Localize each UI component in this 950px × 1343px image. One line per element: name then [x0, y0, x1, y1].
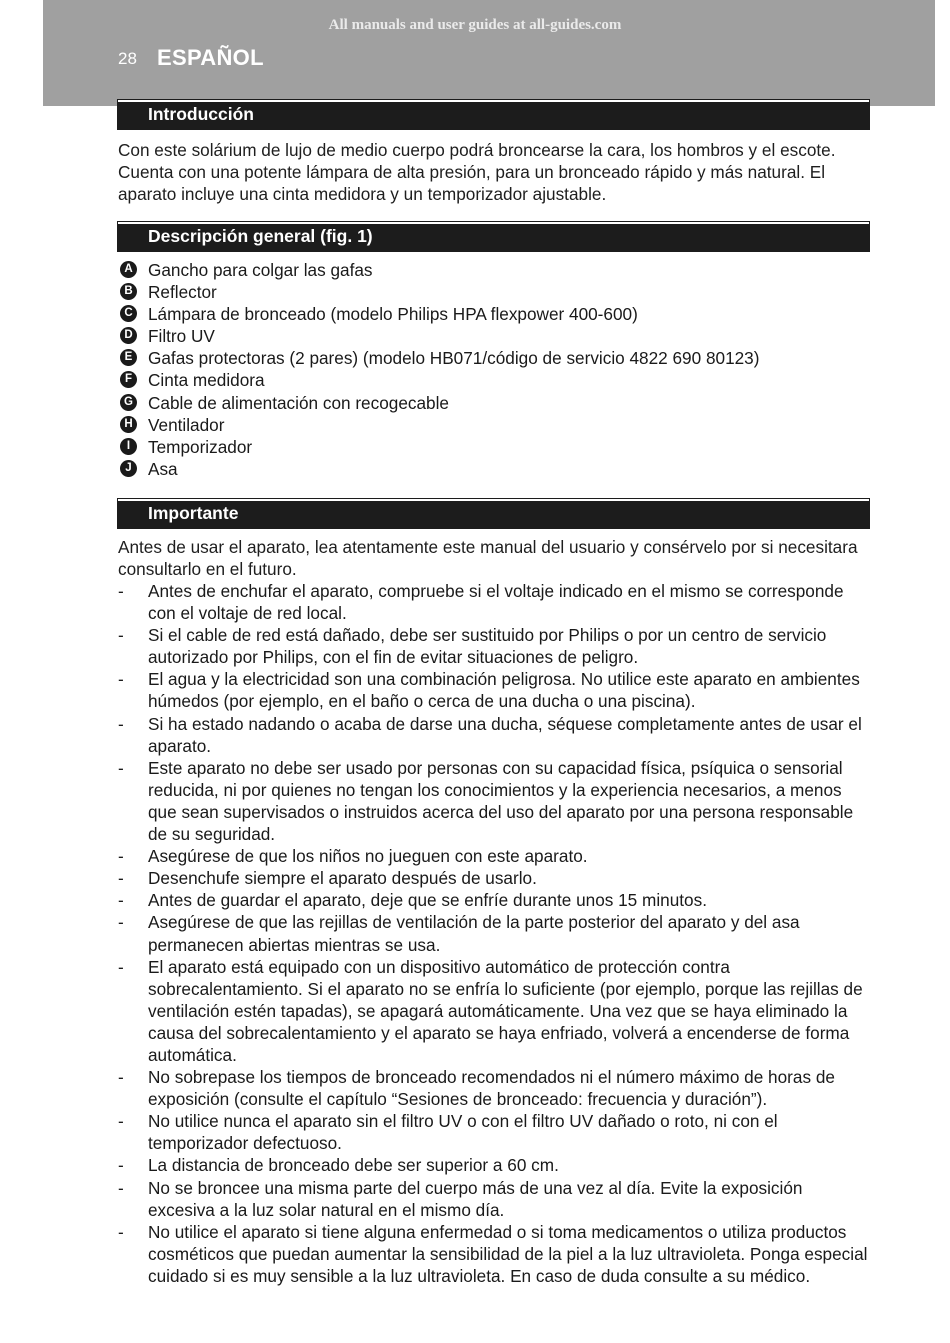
list-item-text: El agua y la electricidad son una combinación peligrosa. No utilice este aparato en ambientes húmedos (por ejemplo, en el baño o cerca de una ducha o una piscina). [148, 669, 860, 712]
list-item [118, 889, 870, 911]
dash-bullet-icon: - [118, 1155, 124, 1176]
legend-item [118, 458, 870, 480]
legend-item [118, 392, 870, 414]
list-item-text: El aparato está equipado con un dispositivo automático de protección contra sobrecalentamiento. Si el aparato no se enfría lo suficiente (por ejemplo, porque las rejillas de ventilación estén tapadas), se apagará automáticamente. Una vez que se haya eliminado la causa del sobrecalentamiento y el aparato se haya enfriado, volverá a encenderse de forma automática. [148, 956, 863, 1065]
dash-bullet-icon: - [118, 581, 124, 601]
dash-bullet-icon: - [118, 757, 124, 778]
section-heading-importante [118, 499, 869, 528]
list-item-text: Si ha estado nadando o acaba de darse una ducha, séquese completamente antes de usar el aparato. [148, 713, 862, 756]
list-item [118, 956, 870, 1066]
dash-bullet-icon: - [118, 713, 124, 734]
legend-item [118, 325, 870, 347]
letter-badge-icon: J [120, 460, 137, 477]
section-heading-label: Descripción general (fig. 1) [148, 226, 373, 246]
list-item-text: Este aparato no debe ser usado por personas con su capacidad física, psíquica o sensorial reducida, ni por quienes no tengan los conocimientos y la experiencia necesarios, a menos que sean supervisados o instruidos acerca del uso del aparato por una persona responsable de su seguridad. [148, 757, 854, 845]
legend-item-label: Temporizador [148, 436, 253, 457]
section-heading-descripcion [118, 222, 869, 251]
letter-badge-icon: C [120, 305, 137, 322]
dash-bullet-icon: - [118, 625, 124, 646]
list-item-text: Si el cable de red está dañado, debe ser sustituido por Philips o por un centro de servicio autorizado por Philips, con el fin de evitar situaciones de peligro. [148, 625, 827, 668]
legend-item [118, 414, 870, 436]
list-item [118, 1110, 870, 1154]
list-item [118, 713, 870, 757]
page-number: 28 [118, 49, 137, 68]
dash-bullet-icon: - [118, 1067, 124, 1088]
dash-bullet-icon: - [118, 1177, 124, 1198]
dash-bullet-icon: - [118, 1221, 124, 1242]
letter-badge-icon: E [120, 349, 137, 366]
watermark: All manuals and user guides at all-guides.com [328, 17, 622, 33]
list-item [118, 624, 870, 668]
letter-badge-icon: B [120, 283, 137, 300]
list-item-text: No se broncee una misma parte del cuerpo más de una vez al día. Evite la exposición excesiva a la luz solar natural en el mismo día. [148, 1177, 803, 1220]
list-item [118, 1154, 870, 1176]
letter-badge-icon: F [120, 371, 137, 388]
list-item-text: Antes de guardar el aparato, deje que se enfríe durante unos 15 minutos. [148, 890, 707, 911]
dash-bullet-icon: - [118, 890, 124, 911]
list-item [118, 1221, 870, 1287]
list-item [118, 911, 870, 955]
intro-paragraph: Con este solárium de lujo de medio cuerpo podrá broncearse la cara, los hombros y el escote. Cuenta con una potente lámpara de alta presión, para un bronceado rápido y más natural. El aparato incluye una cinta medidora y un temporizador ajustable. [118, 140, 836, 205]
list-item-text: La distancia de bronceado debe ser superior a 60 cm. [148, 1155, 559, 1176]
legend-item-label: Asa [148, 458, 178, 479]
legend-item [118, 369, 870, 391]
list-item-text: No utilice el aparato si tiene alguna enfermedad o si toma medicamentos o utiliza productos cosméticos que puedan aumentar la sensibilidad de la piel a la luz ultravioleta. Ponga especial cuidado si es muy sensible a la luz ultravioleta. En caso de duda consulte a su médico. [148, 1221, 868, 1286]
legend-item-label: Filtro UV [148, 326, 215, 347]
letter-badge-icon: H [120, 416, 137, 433]
legend-item [118, 347, 870, 369]
letter-badge-icon: A [120, 261, 137, 278]
legend-item [118, 281, 870, 303]
list-item [118, 845, 870, 867]
letter-badge-icon: G [120, 394, 137, 411]
parts-legend [118, 259, 870, 480]
list-item [118, 757, 870, 845]
dash-bullet-icon: - [118, 956, 124, 977]
list-item [118, 580, 870, 624]
letter-badge-icon: D [120, 327, 137, 344]
list-item [118, 1177, 870, 1221]
legend-item-label: Cable de alimentación con recogecable [148, 392, 449, 413]
legend-item [118, 436, 870, 458]
dash-bullet-icon: - [118, 912, 124, 933]
dash-bullet-icon: - [118, 669, 124, 690]
legend-item [118, 303, 870, 325]
safety-bullet-list [118, 580, 870, 1287]
legend-item-label: Gafas protectoras (2 pares) (modelo HB071/código de servicio 4822 690 80123) [148, 348, 760, 369]
list-item-text: Asegúrese de que los niños no jueguen con este aparato. [148, 846, 588, 867]
list-item [118, 867, 870, 889]
list-item [118, 1066, 870, 1110]
language-title: ESPAÑOL [157, 45, 264, 70]
dash-bullet-icon: - [118, 846, 124, 867]
legend-item [118, 259, 870, 281]
importante-intro: Antes de usar el aparato, lea atentamente este manual del usuario y consérvelo por si necesitara consultarlo en el futuro. [118, 537, 858, 580]
section-heading-label: Importante [148, 503, 239, 523]
legend-item-label: Ventilador [148, 414, 225, 435]
legend-item-label: Cinta medidora [148, 370, 265, 391]
section-heading-introduccion [118, 100, 869, 129]
legend-item-label: Lámpara de bronceado (modelo Philips HPA flexpower 400-600) [148, 304, 638, 325]
dash-bullet-icon: - [118, 868, 124, 889]
list-item-text: Desenchufe siempre el aparato después de usarlo. [148, 868, 537, 889]
legend-item-label: Reflector [148, 282, 217, 303]
section-heading-label: Introducción [148, 104, 254, 124]
legend-item-label: Gancho para colgar las gafas [148, 260, 373, 280]
list-item-text: Asegúrese de que las rejillas de ventilación de la parte posterior del aparato y del asa permanecen abiertas mientras se usa. [148, 912, 800, 955]
list-item-text: No sobrepase los tiempos de bronceado recomendados ni el número máximo de horas de exposición (consulte el capítulo “Sesiones de bronceado: frecuencia y duración”). [148, 1067, 835, 1110]
list-item-text: Antes de enchufar el aparato, compruebe si el voltaje indicado en el mismo se corresponde con el voltaje de red local. [148, 581, 844, 624]
dash-bullet-icon: - [118, 1111, 124, 1132]
list-item [118, 668, 870, 712]
letter-badge-icon: I [120, 438, 137, 455]
list-item-text: No utilice nunca el aparato sin el filtro UV o con el filtro UV dañado o roto, ni con el temporizador defectuoso. [148, 1111, 778, 1154]
